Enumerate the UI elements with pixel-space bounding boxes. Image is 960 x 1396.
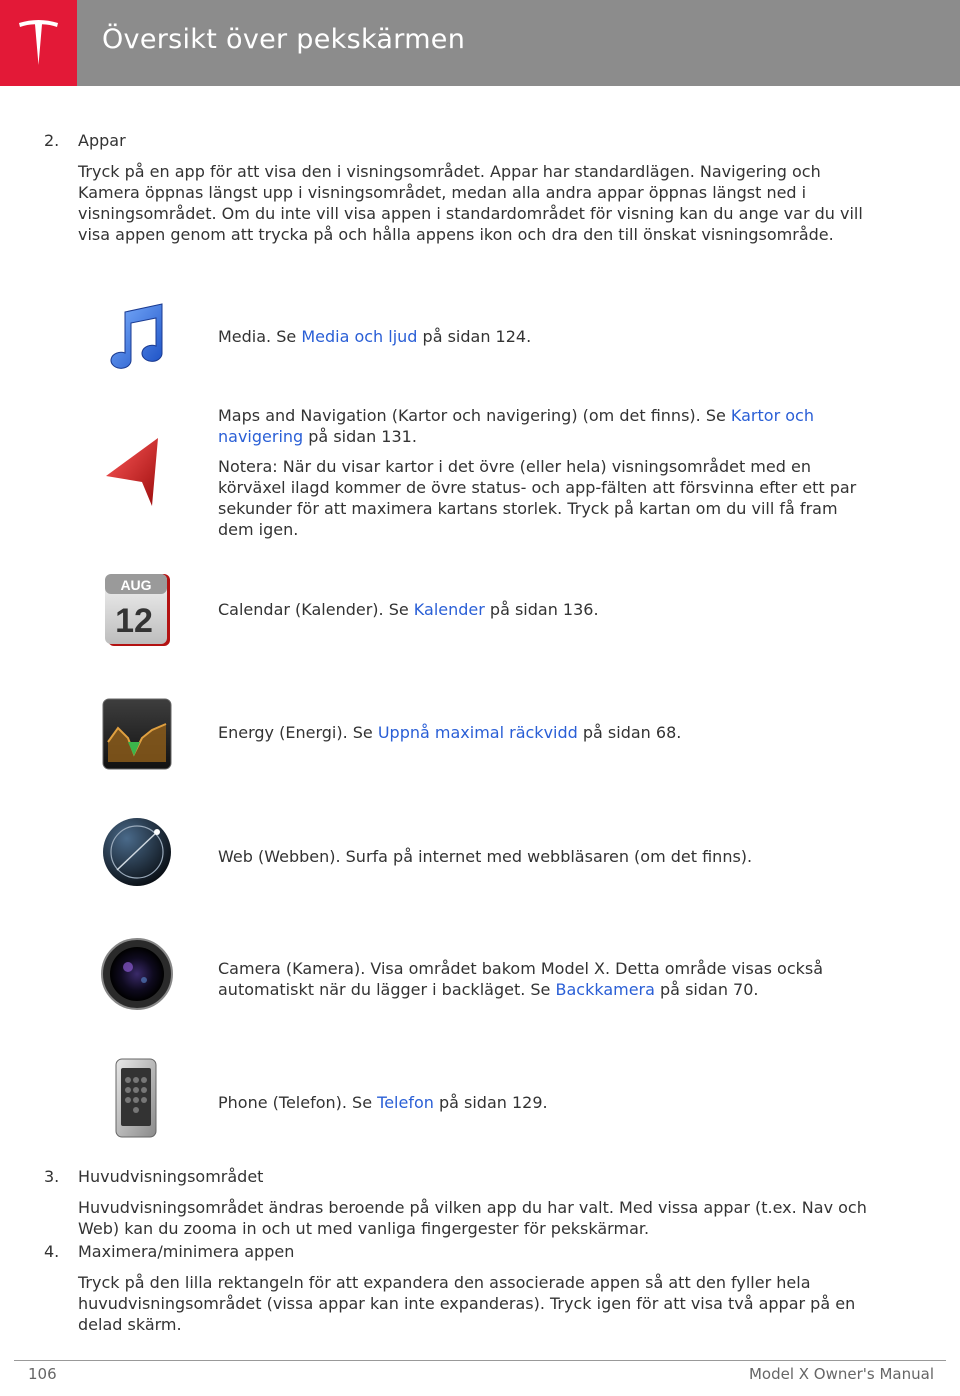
item-title-huvudvisningsomradet: Huvudvisningsområdet	[78, 1167, 264, 1186]
link-kartor-och-navigering[interactable]: Kartor och navigering	[218, 406, 814, 446]
link-media-och-ljud[interactable]: Media och ljud	[301, 327, 418, 346]
link-backkamera[interactable]: Backkamera	[555, 980, 655, 999]
footer-divider	[14, 1360, 946, 1361]
app-maps-note: Notera: När du visar kartor i det övre (eller hela) visningsområdet med en körväxel ilagd kommer de övre status- och app-fälten att försvinna efter ett par sekunder för att maximera kartans storlek. Tryck på kartan om du vill få fram dem igen.	[218, 457, 857, 539]
item-body-appar: Tryck på en app för att visa den i visningsområdet. Appar har standardlägen. Navigering och Kamera öppnas längst upp i visningsområdet, medan alla andra appar öppnas längst ned i visningsområdet. Om du inte vill visa appen i standardområdet för visning kan du ange var du vill visa appen genom att trycka på och hålla appens ikon och dra den till önskat visningsområde.	[78, 162, 863, 244]
link-uppna-maximal-rackvidd[interactable]: Uppnå maximal räckvidd	[377, 723, 578, 742]
phone-icon	[100, 1058, 176, 1138]
item-title-appar: Appar	[78, 131, 126, 150]
web-globe-icon	[100, 812, 176, 892]
calendar-month: AUG	[120, 577, 152, 593]
item-number: 3.	[44, 1167, 60, 1186]
item-number: 4.	[44, 1242, 60, 1261]
item-title-maximera: Maximera/minimera appen	[78, 1242, 295, 1261]
page-header	[0, 0, 960, 86]
app-calendar-desc: Calendar (Kalender). Se Kalender på sidan 136.	[218, 600, 599, 619]
item-body-huvudvisningsomradet: Huvudvisningsområdet ändras beroende på vilken app du har valt. Med vissa appar (t.ex. Nav och Web) kan du zooma in och ut med vanliga fingergester för pekskärmar.	[78, 1198, 867, 1238]
tesla-logo	[0, 0, 77, 86]
camera-lens-icon	[100, 934, 176, 1014]
tesla-logo-icon	[17, 19, 60, 67]
item-number: 2.	[44, 131, 60, 150]
link-kalender[interactable]: Kalender	[413, 600, 485, 619]
app-media-desc: Media. Se Media och ljud på sidan 124.	[218, 327, 532, 346]
page-number: 106	[28, 1365, 57, 1383]
item-body-maximera: Tryck på den lilla rektangeln för att expandera den associerade appen så att den fyller hela huvudvisningsområdet (vissa appar kan inte expanderas). Tryck igen för att visa två appar på en delad skärm.	[78, 1273, 856, 1334]
page-title: Översikt över pekskärmen	[102, 24, 466, 55]
app-maps-desc: Maps and Navigation (Kartor och navigering) (om det finns). Se Kartor och navigering på sidan 131.	[218, 406, 814, 446]
calendar-day: 12	[115, 602, 153, 640]
link-telefon[interactable]: Telefon	[377, 1093, 434, 1112]
app-web-desc: Web (Webben). Surfa på internet med webbläsaren (om det finns).	[218, 847, 753, 866]
calendar-icon	[100, 570, 176, 650]
app-camera-desc: Camera (Kamera). Visa området bakom Model X. Detta område visas också automatiskt när du lägger i backläget. Se Backkamera på sidan 70.	[218, 959, 824, 999]
navigation-arrow-icon	[100, 430, 176, 510]
energy-graph-icon	[100, 694, 176, 774]
manual-name: Model X Owner's Manual	[748, 1365, 934, 1383]
music-note-icon	[100, 298, 176, 378]
app-phone-desc: Phone (Telefon). Se Telefon på sidan 129.	[218, 1093, 548, 1112]
app-energy-desc: Energy (Energi). Se Uppnå maximal räckvidd på sidan 68.	[218, 723, 682, 742]
